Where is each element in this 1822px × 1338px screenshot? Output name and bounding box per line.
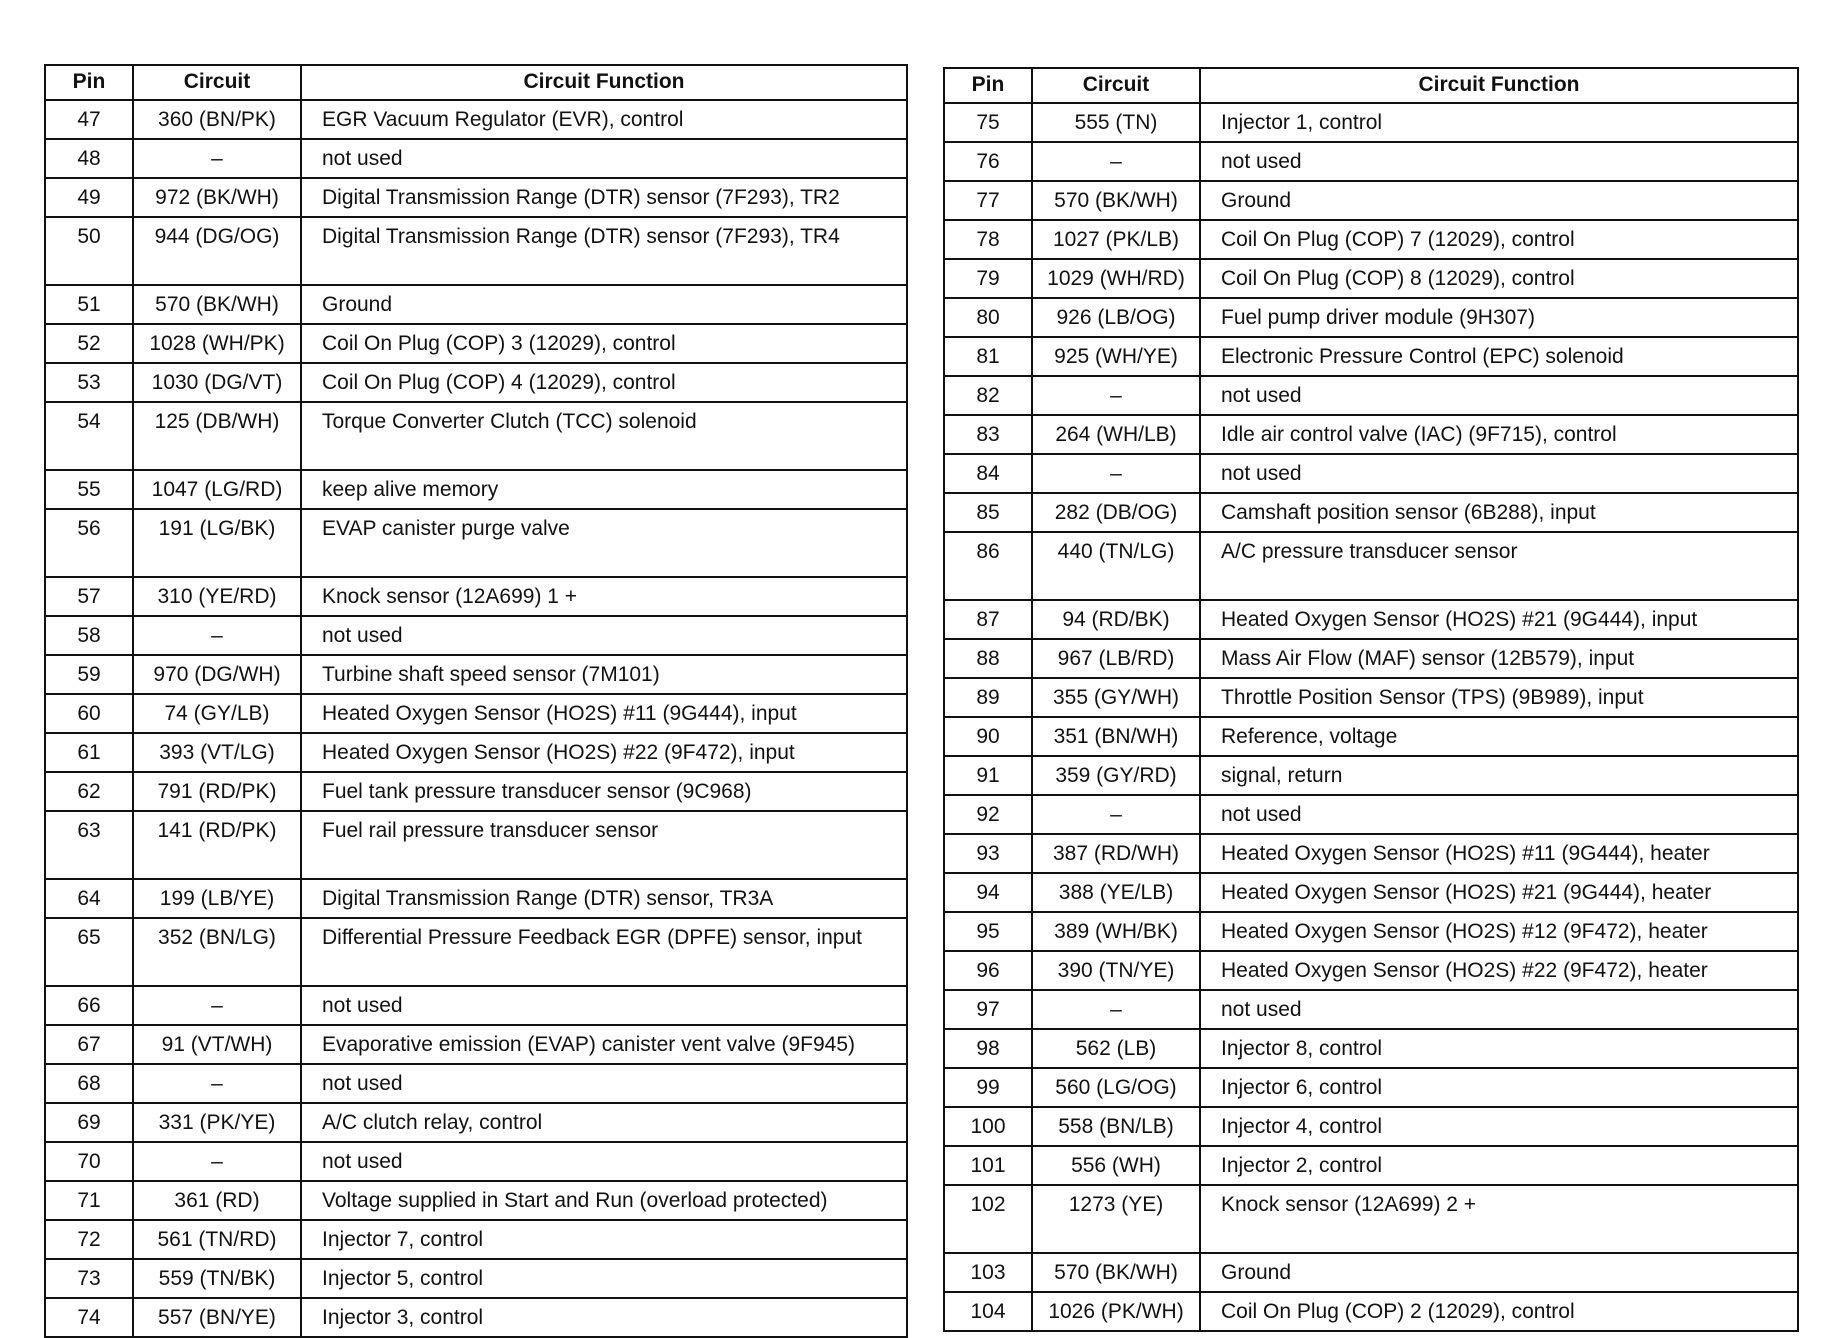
function-cell: Fuel rail pressure transducer sensor — [301, 811, 907, 879]
function-cell: EVAP canister purge valve — [301, 509, 907, 577]
function-cell: Heated Oxygen Sensor (HO2S) #21 (9G444), input — [1200, 600, 1798, 639]
table-row — [45, 577, 907, 616]
circuit-cell: 388 (YE/LB) — [1032, 873, 1200, 912]
table-row — [944, 415, 1798, 454]
function-cell: Knock sensor (12A699) 2 + — [1200, 1185, 1798, 1253]
pin-cell: 71 — [45, 1181, 133, 1220]
table-row — [45, 918, 907, 986]
pin-header: Pin — [45, 65, 133, 100]
table-row — [45, 324, 907, 363]
table-row — [944, 1292, 1798, 1331]
pin-cell: 62 — [45, 772, 133, 811]
table-row — [45, 1025, 907, 1064]
circuit-cell: 352 (BN/LG) — [133, 918, 301, 986]
function-cell: Mass Air Flow (MAF) sensor (12B579), input — [1200, 639, 1798, 678]
function-cell: Heated Oxygen Sensor (HO2S) #12 (9F472), heater — [1200, 912, 1798, 951]
function-cell: Ground — [1200, 181, 1798, 220]
circuit-cell: 562 (LB) — [1032, 1029, 1200, 1068]
circuit-cell: 94 (RD/BK) — [1032, 600, 1200, 639]
pin-cell: 69 — [45, 1103, 133, 1142]
table-row — [944, 1068, 1798, 1107]
pin-cell: 72 — [45, 1220, 133, 1259]
table-row — [944, 1185, 1798, 1253]
pin-cell: 74 — [45, 1298, 133, 1337]
function-cell: EGR Vacuum Regulator (EVR), control — [301, 100, 907, 139]
function-cell: Ground — [1200, 1253, 1798, 1292]
circuit-cell: 560 (LG/OG) — [1032, 1068, 1200, 1107]
circuit-cell: 359 (GY/RD) — [1032, 756, 1200, 795]
pin-cell: 83 — [944, 415, 1032, 454]
function-cell: not used — [301, 616, 907, 655]
circuit-cell: – — [133, 1142, 301, 1181]
pin-table-right — [943, 67, 1799, 1332]
function-cell: Coil On Plug (COP) 8 (12029), control — [1200, 259, 1798, 298]
table-row — [944, 1107, 1798, 1146]
circuit-cell: 559 (TN/BK) — [133, 1259, 301, 1298]
pin-cell: 98 — [944, 1029, 1032, 1068]
circuit-cell: – — [1032, 795, 1200, 834]
pin-cell: 80 — [944, 298, 1032, 337]
table-row — [944, 795, 1798, 834]
circuit-cell: 390 (TN/YE) — [1032, 951, 1200, 990]
circuit-cell: 561 (TN/RD) — [133, 1220, 301, 1259]
function-cell: Heated Oxygen Sensor (HO2S) #11 (9G444), input — [301, 694, 907, 733]
circuit-cell: 389 (WH/BK) — [1032, 912, 1200, 951]
function-cell: Digital Transmission Range (DTR) sensor (7F293), TR2 — [301, 178, 907, 217]
function-cell: Idle air control valve (IAC) (9F715), control — [1200, 415, 1798, 454]
function-cell: Evaporative emission (EVAP) canister vent valve (9F945) — [301, 1025, 907, 1064]
circuit-header: Circuit — [133, 65, 301, 100]
table-row — [45, 655, 907, 694]
function-cell: Digital Transmission Range (DTR) sensor (7F293), TR4 — [301, 217, 907, 285]
function-cell: Heated Oxygen Sensor (HO2S) #11 (9G444), heater — [1200, 834, 1798, 873]
function-cell: Fuel tank pressure transducer sensor (9C968) — [301, 772, 907, 811]
circuit-cell: 141 (RD/PK) — [133, 811, 301, 879]
table-row — [45, 733, 907, 772]
circuit-cell: – — [133, 986, 301, 1025]
circuit-cell: – — [1032, 376, 1200, 415]
function-cell: not used — [1200, 990, 1798, 1029]
function-cell: Injector 3, control — [301, 1298, 907, 1337]
circuit-cell: 264 (WH/LB) — [1032, 415, 1200, 454]
table-row — [944, 259, 1798, 298]
table-row — [45, 1142, 907, 1181]
function-cell: Injector 6, control — [1200, 1068, 1798, 1107]
function-cell: Heated Oxygen Sensor (HO2S) #22 (9F472), heater — [1200, 951, 1798, 990]
function-cell: Camshaft position sensor (6B288), input — [1200, 493, 1798, 532]
table-row — [944, 600, 1798, 639]
table-row — [944, 1253, 1798, 1292]
pin-cell: 89 — [944, 678, 1032, 717]
table-row — [944, 298, 1798, 337]
pin-cell: 103 — [944, 1253, 1032, 1292]
pin-cell: 100 — [944, 1107, 1032, 1146]
function-cell: Coil On Plug (COP) 7 (12029), control — [1200, 220, 1798, 259]
pin-cell: 82 — [944, 376, 1032, 415]
circuit-function-header: Circuit Function — [1200, 68, 1798, 103]
function-cell: Coil On Plug (COP) 2 (12029), control — [1200, 1292, 1798, 1331]
pin-cell: 64 — [45, 879, 133, 918]
table-row — [944, 717, 1798, 756]
function-cell: Differential Pressure Feedback EGR (DPFE) sensor, input — [301, 918, 907, 986]
function-cell: not used — [1200, 376, 1798, 415]
table-row — [45, 285, 907, 324]
circuit-cell: 970 (DG/WH) — [133, 655, 301, 694]
pin-cell: 101 — [944, 1146, 1032, 1185]
function-cell: Reference, voltage — [1200, 717, 1798, 756]
pin-cell: 99 — [944, 1068, 1032, 1107]
pin-cell: 60 — [45, 694, 133, 733]
table-row — [45, 879, 907, 918]
pin-cell: 87 — [944, 600, 1032, 639]
function-cell: not used — [301, 986, 907, 1025]
table-row — [944, 1146, 1798, 1185]
table-row — [944, 1029, 1798, 1068]
circuit-cell: 570 (BK/WH) — [1032, 181, 1200, 220]
circuit-function-header: Circuit Function — [301, 65, 907, 100]
table-row — [944, 103, 1798, 142]
function-cell: A/C clutch relay, control — [301, 1103, 907, 1142]
table-row — [45, 509, 907, 577]
function-cell: Throttle Position Sensor (TPS) (9B989), input — [1200, 678, 1798, 717]
function-cell: Injector 7, control — [301, 1220, 907, 1259]
function-cell: signal, return — [1200, 756, 1798, 795]
circuit-cell: 1026 (PK/WH) — [1032, 1292, 1200, 1331]
function-cell: Electronic Pressure Control (EPC) solenoid — [1200, 337, 1798, 376]
circuit-cell: 926 (LB/OG) — [1032, 298, 1200, 337]
table-row — [45, 986, 907, 1025]
pin-cell: 84 — [944, 454, 1032, 493]
pin-cell: 97 — [944, 990, 1032, 1029]
table-row — [45, 772, 907, 811]
circuit-cell: 361 (RD) — [133, 1181, 301, 1220]
function-cell: A/C pressure transducer sensor — [1200, 532, 1798, 600]
function-cell: Turbine shaft speed sensor (7M101) — [301, 655, 907, 694]
circuit-cell: 791 (RD/PK) — [133, 772, 301, 811]
circuit-cell: 967 (LB/RD) — [1032, 639, 1200, 678]
table-row — [944, 639, 1798, 678]
pin-cell: 51 — [45, 285, 133, 324]
circuit-cell: 393 (VT/LG) — [133, 733, 301, 772]
table-row — [944, 912, 1798, 951]
pin-cell: 59 — [45, 655, 133, 694]
table-row — [45, 694, 907, 733]
table-row — [45, 470, 907, 509]
pin-cell: 86 — [944, 532, 1032, 600]
function-cell: Injector 1, control — [1200, 103, 1798, 142]
circuit-cell: – — [1032, 142, 1200, 181]
circuit-cell: 570 (BK/WH) — [133, 285, 301, 324]
circuit-cell: 944 (DG/OG) — [133, 217, 301, 285]
circuit-cell: 1028 (WH/PK) — [133, 324, 301, 363]
pin-cell: 48 — [45, 139, 133, 178]
pin-cell: 49 — [45, 178, 133, 217]
circuit-cell: – — [133, 616, 301, 655]
pin-cell: 76 — [944, 142, 1032, 181]
table-row — [45, 1220, 907, 1259]
pin-cell: 93 — [944, 834, 1032, 873]
table-header-row — [45, 65, 907, 100]
table-row — [45, 1103, 907, 1142]
table-row — [45, 139, 907, 178]
table-row — [45, 178, 907, 217]
circuit-cell: 558 (BN/LB) — [1032, 1107, 1200, 1146]
pin-cell: 102 — [944, 1185, 1032, 1253]
pin-cell: 63 — [45, 811, 133, 879]
function-cell: Ground — [301, 285, 907, 324]
pin-table-right-body — [944, 103, 1798, 1331]
function-cell: Injector 5, control — [301, 1259, 907, 1298]
function-cell: Heated Oxygen Sensor (HO2S) #22 (9F472), input — [301, 733, 907, 772]
circuit-cell: 1273 (YE) — [1032, 1185, 1200, 1253]
table-row — [944, 454, 1798, 493]
table-row — [944, 337, 1798, 376]
function-cell: Torque Converter Clutch (TCC) solenoid — [301, 402, 907, 470]
circuit-cell: 557 (BN/YE) — [133, 1298, 301, 1337]
pin-cell: 58 — [45, 616, 133, 655]
circuit-header: Circuit — [1032, 68, 1200, 103]
table-row — [944, 951, 1798, 990]
circuit-cell: 125 (DB/WH) — [133, 402, 301, 470]
table-row — [45, 1298, 907, 1337]
pin-cell: 90 — [944, 717, 1032, 756]
function-cell: Injector 8, control — [1200, 1029, 1798, 1068]
table-row — [45, 616, 907, 655]
circuit-cell: – — [133, 139, 301, 178]
table-row — [45, 100, 907, 139]
pin-cell: 53 — [45, 363, 133, 402]
pin-cell: 78 — [944, 220, 1032, 259]
circuit-cell: 91 (VT/WH) — [133, 1025, 301, 1064]
circuit-cell: 74 (GY/LB) — [133, 694, 301, 733]
function-cell: Voltage supplied in Start and Run (overload protected) — [301, 1181, 907, 1220]
pin-cell: 50 — [45, 217, 133, 285]
table-header-row — [944, 68, 1798, 103]
pin-cell: 57 — [45, 577, 133, 616]
table-row — [45, 217, 907, 285]
table-row — [45, 1259, 907, 1298]
circuit-cell: 1027 (PK/LB) — [1032, 220, 1200, 259]
pin-cell: 61 — [45, 733, 133, 772]
table-row — [944, 678, 1798, 717]
function-cell: not used — [301, 1142, 907, 1181]
pin-cell: 96 — [944, 951, 1032, 990]
pin-cell: 55 — [45, 470, 133, 509]
pin-cell: 56 — [45, 509, 133, 577]
pin-cell: 73 — [45, 1259, 133, 1298]
pin-cell: 104 — [944, 1292, 1032, 1331]
table-row — [45, 1064, 907, 1103]
pin-cell: 79 — [944, 259, 1032, 298]
circuit-cell: 440 (TN/LG) — [1032, 532, 1200, 600]
table-row — [944, 834, 1798, 873]
circuit-cell: 355 (GY/WH) — [1032, 678, 1200, 717]
circuit-cell: 387 (RD/WH) — [1032, 834, 1200, 873]
circuit-cell: 925 (WH/YE) — [1032, 337, 1200, 376]
function-cell: not used — [301, 1064, 907, 1103]
pin-cell: 85 — [944, 493, 1032, 532]
pin-cell: 54 — [45, 402, 133, 470]
table-row — [944, 532, 1798, 600]
table-row — [944, 220, 1798, 259]
function-cell: not used — [1200, 142, 1798, 181]
circuit-cell: 331 (PK/YE) — [133, 1103, 301, 1142]
circuit-cell: – — [1032, 454, 1200, 493]
circuit-cell: 1047 (LG/RD) — [133, 470, 301, 509]
pin-cell: 68 — [45, 1064, 133, 1103]
table-row — [45, 811, 907, 879]
pin-cell: 92 — [944, 795, 1032, 834]
circuit-cell: 199 (LB/YE) — [133, 879, 301, 918]
circuit-cell: 570 (BK/WH) — [1032, 1253, 1200, 1292]
pin-cell: 94 — [944, 873, 1032, 912]
function-cell: Injector 4, control — [1200, 1107, 1798, 1146]
pin-cell: 65 — [45, 918, 133, 986]
pin-cell: 67 — [45, 1025, 133, 1064]
function-cell: not used — [301, 139, 907, 178]
function-cell: Heated Oxygen Sensor (HO2S) #21 (9G444), heater — [1200, 873, 1798, 912]
circuit-cell: 1030 (DG/VT) — [133, 363, 301, 402]
pin-header: Pin — [944, 68, 1032, 103]
table-row — [944, 756, 1798, 795]
table-row — [45, 402, 907, 470]
function-cell: Digital Transmission Range (DTR) sensor, TR3A — [301, 879, 907, 918]
pin-cell: 91 — [944, 756, 1032, 795]
table-row — [944, 990, 1798, 1029]
table-row — [944, 873, 1798, 912]
pin-cell: 47 — [45, 100, 133, 139]
pin-cell: 52 — [45, 324, 133, 363]
circuit-cell: – — [1032, 990, 1200, 1029]
table-row — [45, 363, 907, 402]
pin-cell: 75 — [944, 103, 1032, 142]
circuit-cell: 310 (YE/RD) — [133, 577, 301, 616]
pin-cell: 70 — [45, 1142, 133, 1181]
circuit-cell: 282 (DB/OG) — [1032, 493, 1200, 532]
function-cell: keep alive memory — [301, 470, 907, 509]
function-cell: Knock sensor (12A699) 1 + — [301, 577, 907, 616]
pin-cell: 81 — [944, 337, 1032, 376]
circuit-cell: 1029 (WH/RD) — [1032, 259, 1200, 298]
function-cell: Coil On Plug (COP) 4 (12029), control — [301, 363, 907, 402]
function-cell: not used — [1200, 795, 1798, 834]
pin-cell: 66 — [45, 986, 133, 1025]
table-row — [944, 493, 1798, 532]
function-cell: Injector 2, control — [1200, 1146, 1798, 1185]
circuit-cell: 360 (BN/PK) — [133, 100, 301, 139]
table-row — [944, 181, 1798, 220]
circuit-cell: 351 (BN/WH) — [1032, 717, 1200, 756]
pin-cell: 95 — [944, 912, 1032, 951]
function-cell: not used — [1200, 454, 1798, 493]
table-row — [944, 142, 1798, 181]
pin-cell: 77 — [944, 181, 1032, 220]
circuit-cell: – — [133, 1064, 301, 1103]
pin-table-left — [44, 64, 908, 1338]
pin-cell: 88 — [944, 639, 1032, 678]
circuit-cell: 972 (BK/WH) — [133, 178, 301, 217]
function-cell: Fuel pump driver module (9H307) — [1200, 298, 1798, 337]
circuit-cell: 191 (LG/BK) — [133, 509, 301, 577]
table-row — [45, 1181, 907, 1220]
pin-table-left-body — [45, 100, 907, 1337]
table-row — [944, 376, 1798, 415]
circuit-cell: 556 (WH) — [1032, 1146, 1200, 1185]
function-cell: Coil On Plug (COP) 3 (12029), control — [301, 324, 907, 363]
circuit-cell: 555 (TN) — [1032, 103, 1200, 142]
